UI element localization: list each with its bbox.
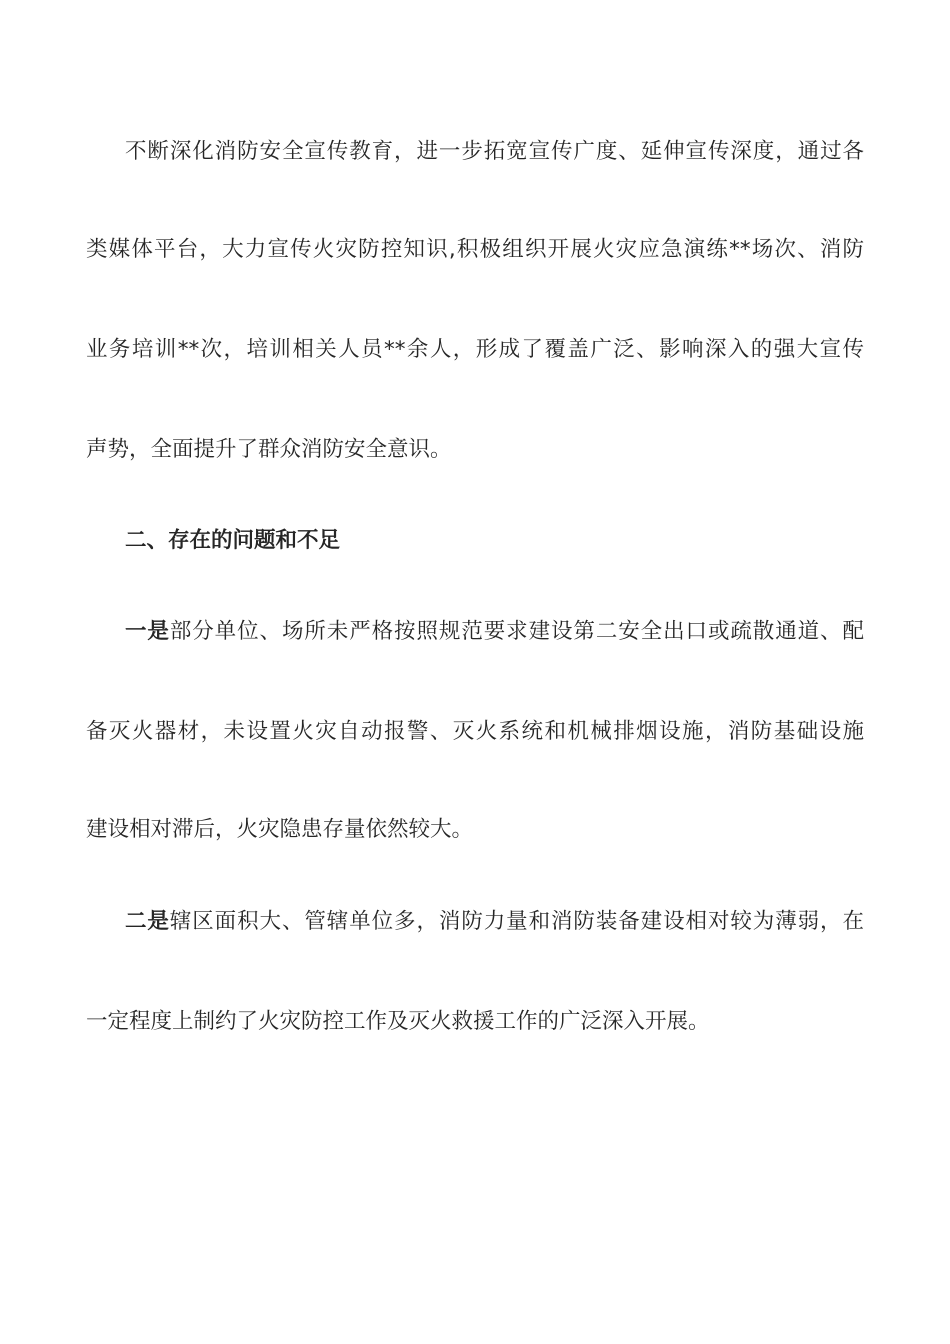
issue-text: 部分单位、场所未严格按照规范要求建设第二安全出口或疏散通道、配 <box>169 619 864 644</box>
issue-text: 辖区面积大、管辖单位多，消防力量和消防装备建设相对较为薄弱，在 <box>169 909 864 934</box>
paragraph-line: 业务培训**次，培训相关人员**余人，形成了覆盖广泛、影响深入的强大宣传 <box>86 337 864 362</box>
section-heading: 二、存在的问题和不足 <box>125 528 341 553</box>
issue-line <box>125 616 864 648</box>
issue-lead: 二是 <box>125 909 170 934</box>
paragraph-line: 声势，全面提升了群众消防安全意识。 <box>86 437 452 462</box>
issue-lead: 一是 <box>125 619 170 644</box>
paragraph-line: 不断深化消防安全宣传教育，进一步拓宽宣传广度、延伸宣传深度，通过各 <box>125 139 864 164</box>
issue-line: 建设相对滞后，火灾隐患存量依然较大。 <box>86 817 474 842</box>
issue-line: 备灭火器材，未设置火灾自动报警、灭火系统和机械排烟设施，消防基础设施 <box>86 719 864 744</box>
issue-line: 一定程度上制约了火灾防控工作及灭火救援工作的广泛深入开展。 <box>86 1009 710 1034</box>
paragraph-line: 类媒体平台，大力宣传火灾防控知识,积极组织开展火灾应急演练**场次、消防 <box>86 237 864 262</box>
issue-line <box>125 906 864 938</box>
